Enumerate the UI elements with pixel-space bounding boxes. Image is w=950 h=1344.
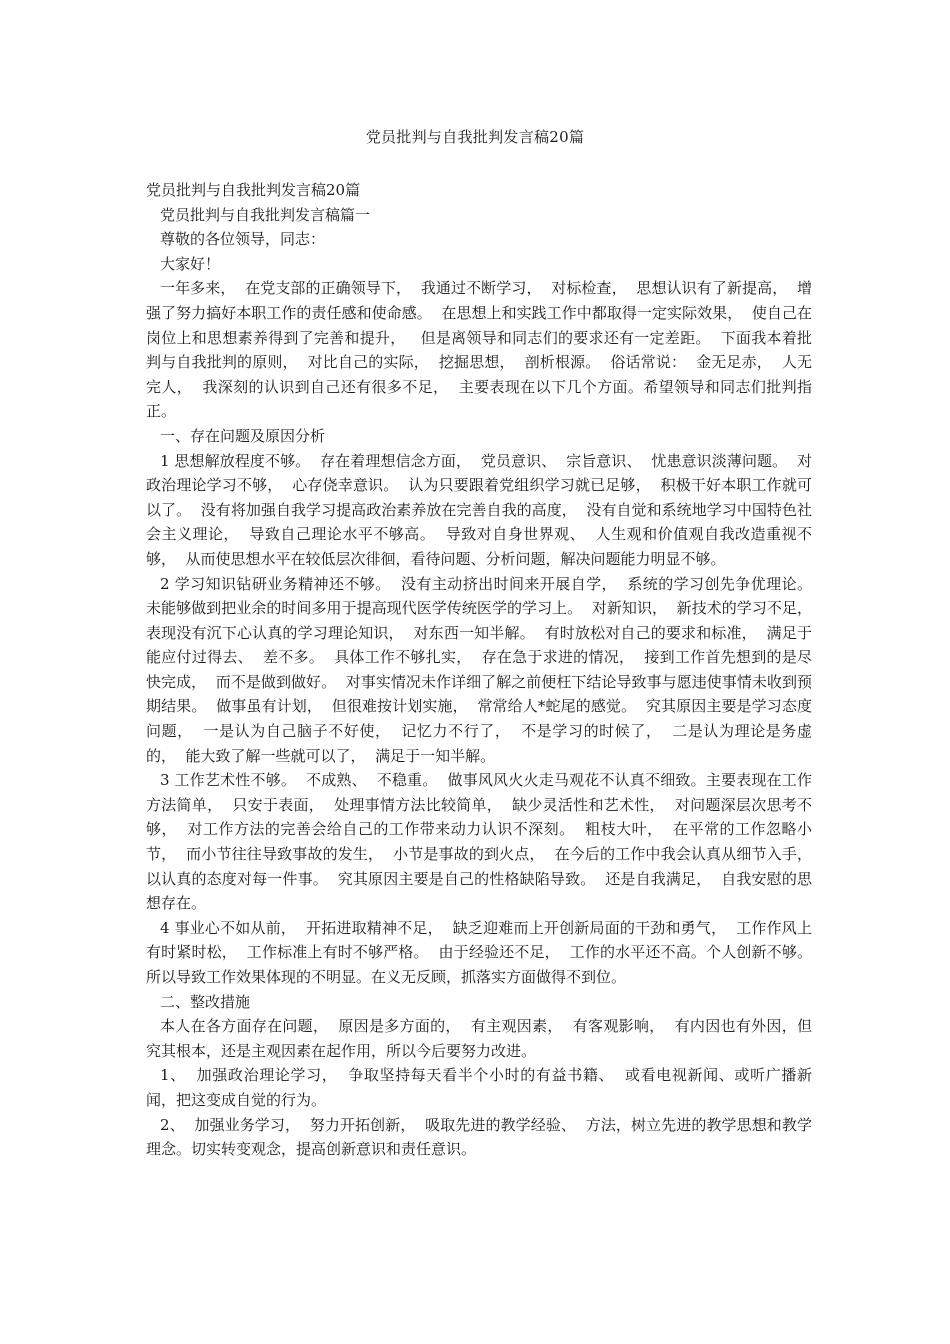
paragraph-problem-1: 1 思想解放程度不够。 存在着理想信念方面， 党员意识、 宗旨意识、 忧患意识淡薄问题。 对政治理论学习不够， 心存侥幸意识。 认为只要跟着党组织学习就已足够， 积极干好本职工作就可以了。 没有将加强自我学习提高政治素养放在完善自我的高度， 没有自觉和系统地学习中国特色社会主义理论， 导致自己理论水平不够高。 导致对自身世界观、 人生观和价值观自我改造重视不够， 从而使思想水平在较低层次徘徊，看待问题、分析问题，解决问题能力明显不够。	[146, 451, 812, 568]
paragraph-measures-intro: 本人在各方面存在问题， 原因是多方面的， 有主观因素， 有客观影响， 有内因也有外因，但究其根本，还是主观因素在起作用，所以今后要努力改进。	[146, 1017, 812, 1060]
paragraph-problem-3: 3 工作艺术性不够。 不成熟、 不稳重。 做事风风火火走马观花不认真不细致。主要表现在工作方法简单， 只安于表面， 处理事情方法比较简单， 缺少灵活性和艺术性， 对问题深层次思考不够， 对工作方法的完善会给自己的工作带来动力认识不深刻。 粗枝大叶， 在平常的工作忽略小节， 而小节往往导致事故的发生， 小节是事故的到火点， 在今后的工作中我会认真从细节入手， 以认真的态度对每一件事。 究其原因主要是自己的性格缺陷导致。 还是自我满足， 自我安慰的思想存在。	[146, 771, 822, 913]
paragraph-salutation: 尊敬的各位领导，同志：	[160, 230, 326, 249]
paragraph-problem-2: 2 学习知识钻研业务精神还不够。 没有主动挤出时间来开展自学， 系统的学习创先争优理论。 未能够做到把业余的时间多用于提高现代医学传统医学的学习上。 对新知识， 新技术的学习不足， 表现没有沉下心认真的学习理论知识， 对东西一知半解。 有时放松对自己的要求和标准， 满足于能应付过得去、 差不多。 具体工作不够扎实， 存在急于求进的情况， 接到工作首先想到的是尽快完成， 而不是做到做好。 对事实情况未作详细了解之前便枉下结论导致事与愿违使事情未收到预期结果。 做事虽有计划， 但很难按计划实施， 常常给人*蛇尾的感觉。 究其原因主要是学习态度问题， 一是认为自己脑子不好使， 记忆力不行了， 不是学习的时候了， 二是认为理论是务虚的， 能大致了解一些就可以了， 满足于一知半解。	[146, 574, 822, 765]
section-heading-problems: 一、存在问题及原因分析	[160, 426, 326, 445]
section-heading-measures: 二、整改措施	[160, 992, 251, 1011]
document-title: 党员批判与自我批判发言稿20篇	[365, 128, 585, 146]
paragraph-heading: 党员批判与自我批判发言稿20篇	[146, 181, 361, 199]
document-body	[146, 178, 822, 1162]
paragraph-greeting: 大家好！	[160, 254, 221, 273]
paragraph-measure-2: 2、 加强业务学习， 努力开拓创新， 吸取先进的教学经验、 方法，树立先进的教学思想和教学理念。切实转变观念，提高创新意识和责任意识。	[146, 1115, 812, 1159]
paragraph-subheading: 党员批判与自我批判发言稿篇一	[160, 205, 371, 224]
paragraph-intro: 一年多来， 在党支部的正确领导下， 我通过不断学习， 对标检查， 思想认识有了新提高， 增强了努力搞好本职工作的责任感和使命感。 在思想上和实践工作中都取得一定实际效果， 使自己在岗位上和思想素养得到了完善和提升， 但是离领导和同志们的要求还有一定差距。 下面我本着批判与自我批判的原则， 对比自己的实际， 挖掘思想， 剖析根源。 俗话常说： 金无足赤， 人无完人， 我深刻的认识到自己还有很多不足， 主要表现在以下几个方面。希望领导和同志们批判指正。	[146, 279, 812, 421]
paragraph-problem-4: 4 事业心不如从前， 开拓进取精神不足， 缺乏迎难而上开创新局面的干劲和勇气， 工作作风上有时紧时松， 工作标准上有时不够严格。 由于经验还不足， 工作的水平还不高。个人创新不够。所以导致工作效果体现的不明显。在义无反顾，抓落实方面做得不到位。	[146, 918, 812, 986]
paragraph-measure-1: 1、 加强政治理论学习， 争取坚持每天看半个小时的有益书籍、 或看电视新闻、或听广播新闻，把这变成自觉的行为。	[146, 1066, 812, 1109]
